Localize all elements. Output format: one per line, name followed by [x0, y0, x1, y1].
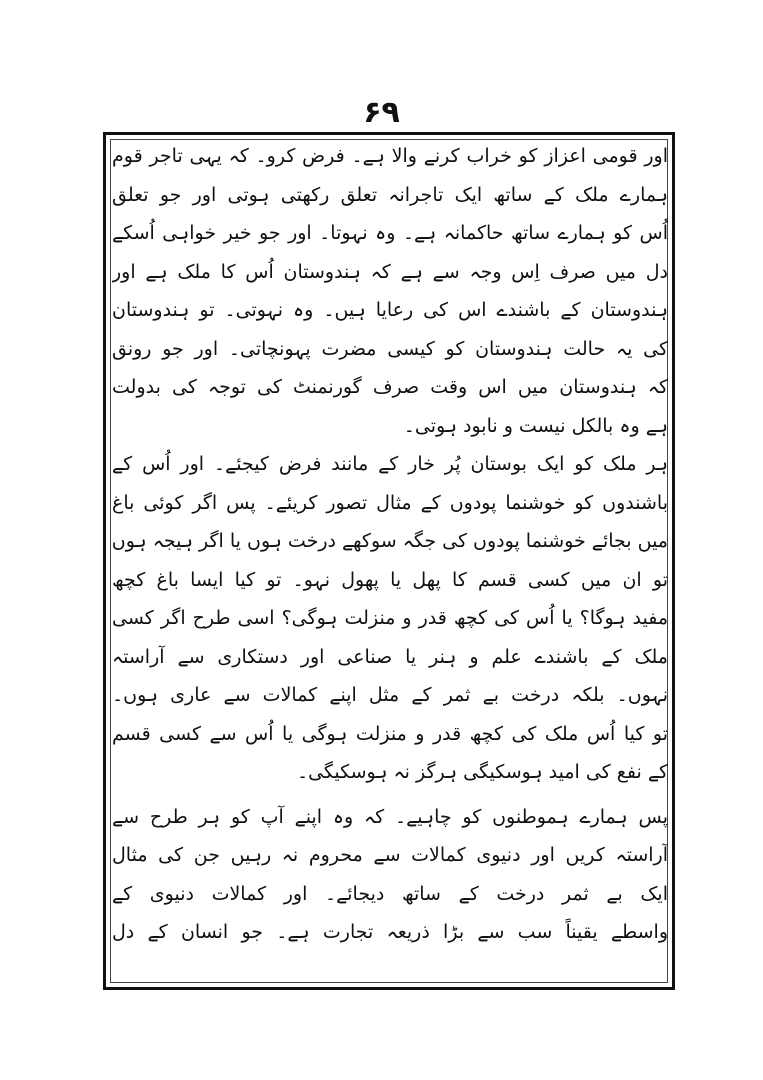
- text-line: کہ ہندوستان میں اس وقت صرف گورنمنٹ کی توجہ کی بدولت: [112, 376, 668, 398]
- text-line: آراستہ کریں اور دنیوی کمالات سے محروم نہ رہیں جن کی مثال: [112, 844, 668, 866]
- text-line: واسطے یقیناً سب سے بڑا ذریعہ تجارت ہے۔ جو انسان کے دل: [112, 921, 668, 943]
- text-line: نہوں۔ بلکہ درخت بے ثمر کے مثل اپنے کمالات سے عاری ہوں۔: [112, 684, 668, 706]
- text-line: اُس کو ہمارے ساتھ حاکمانہ ہے۔ وہ نہوتا۔ اور جو خیر خواہی اُسکے: [112, 222, 668, 244]
- text-line: دل میں صرف اِس وجہ سے ہے کہ ہندوستان اُس کا ملک ہے اور: [112, 260, 668, 283]
- text-line: ہے وہ بالکل نیست و نابود ہوتی۔: [403, 414, 668, 437]
- text-line: ہندوستان کے باشندے اس کی رعایا ہیں۔ وہ نہوتی۔ تو ہندوستان: [112, 299, 668, 321]
- text-line: میں بجائے خوشنما پودوں کی جگہ سوکھے درخت ہوں یا اگر ہیجہ ہوں: [112, 530, 668, 552]
- text-line: تو کیا اُس ملک کی کچھ قدر و منزلت ہوگی یا اُس سے کسی قسم: [112, 722, 668, 745]
- text-line: ہر ملک کو ایک بوستان پُر خار کے مانند فرض کیجئے۔ اور اُس کے: [112, 453, 668, 475]
- text-line: کے نفع کی امید ہوسکیگی ہرگز نہ ہوسکیگی۔: [296, 761, 668, 783]
- body-text: [112, 137, 668, 952]
- text-line: ایک بے ثمر درخت کے ساتھ دیجائے۔ اور کمالات دنیوی کے: [112, 882, 668, 905]
- text-line: ہمارے ملک کے ساتھ ایک تاجرانہ تعلق رکھتی ہوتی اور جو تعلق: [112, 183, 668, 206]
- text-line: مفید ہوگا؟ یا اُس کی کچھ قدر و منزلت ہوگی؟ اسی طرح اگر کسی: [112, 607, 668, 629]
- text-line: کی یہ حالت ہندوستان کو کیسی مضرت پہونچاتی۔ اور جو رونق: [112, 337, 668, 360]
- text-line: تو ان میں کسی قسم کا پھل یا پھول نہو۔ تو کیا ایسا باغ کچھ: [112, 568, 668, 591]
- text-line: پس ہمارے ہموطنوں کو چاہیے۔ کہ وہ اپنے آپ کو ہر طرح سے: [112, 805, 668, 828]
- text-line: اور قومی اعزاز کو خراب کرنے والا ہے۔ فرض کرو۔ کہ یہی تاجر قوم: [112, 145, 668, 167]
- text-line: ملک کے باشندے علم و ہنر یا صناعی اور دستکاری سے آراستہ: [112, 645, 668, 668]
- text-line: باشندوں کو خوشنما پودوں کے مثال تصور کریئے۔ پس اگر کوئی باغ: [112, 491, 668, 514]
- page-number: ۶۹: [363, 95, 400, 130]
